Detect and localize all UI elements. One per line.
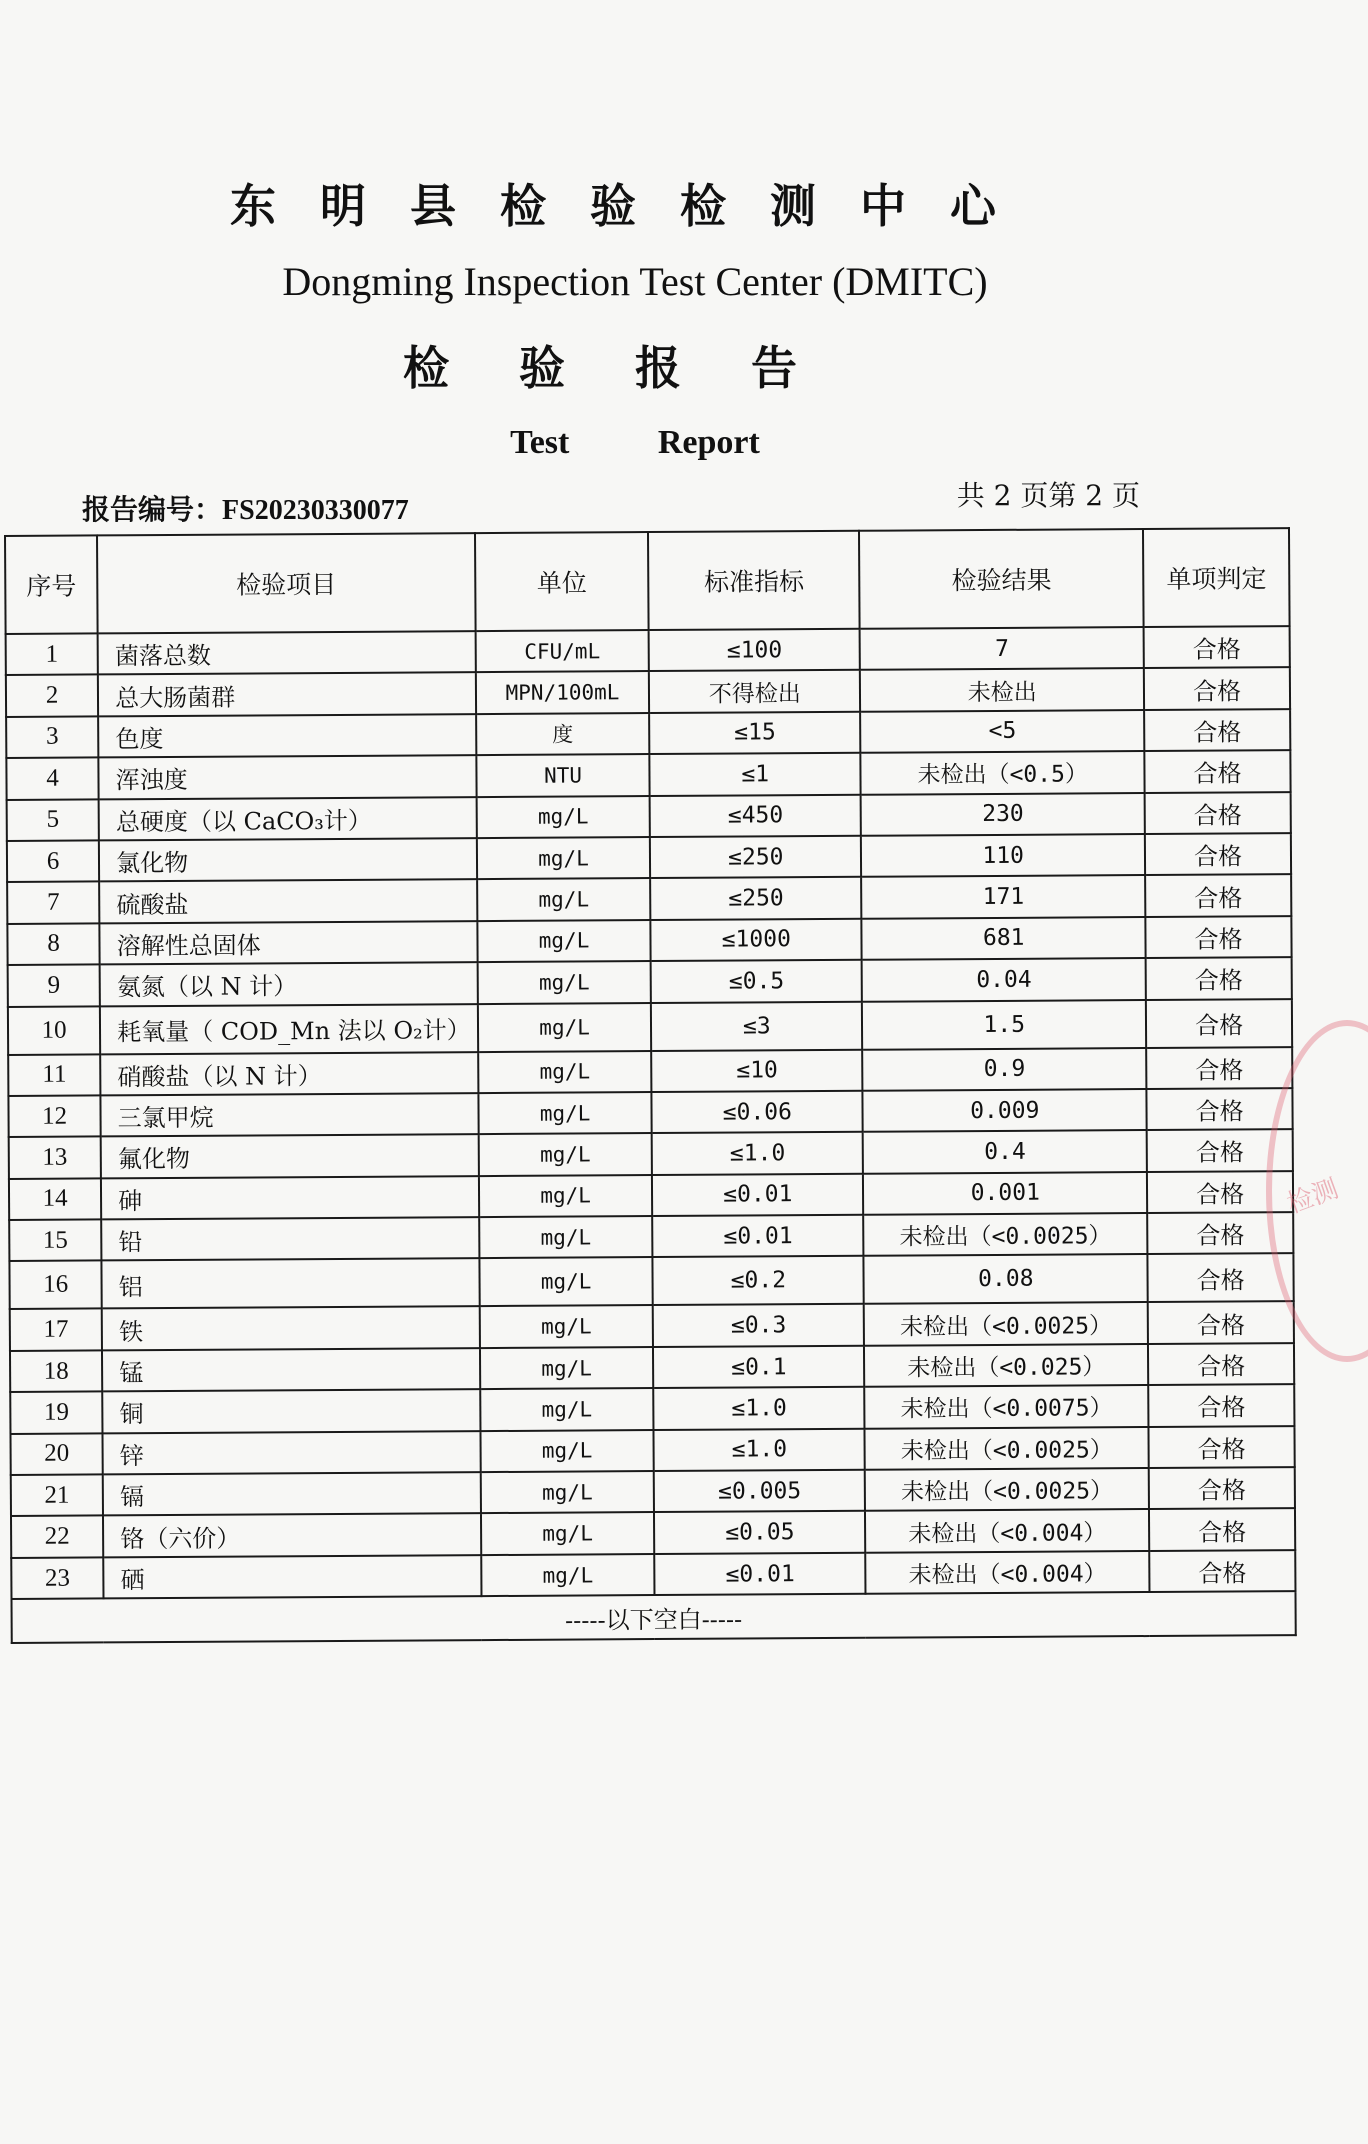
column-header-judgement: 单项判定 <box>1143 528 1289 627</box>
row-item: 硫酸盐 <box>99 879 477 923</box>
row-seq: 5 <box>7 799 99 841</box>
row-seq: 3 <box>6 716 98 758</box>
row-result: 未检出（<0.0075） <box>864 1385 1148 1428</box>
row-item: 氯化物 <box>99 838 477 882</box>
row-result: 0.4 <box>863 1130 1147 1173</box>
row-judgement: 合格 <box>1147 1129 1293 1171</box>
row-item: 耗氧量（ COD_Mn 法以 O₂计） <box>100 1004 478 1054</box>
row-unit: mg/L <box>477 961 651 1003</box>
row-item: 硝酸盐（以 N 计） <box>100 1052 478 1096</box>
row-standard: ≤15 <box>649 712 860 755</box>
row-unit: mg/L <box>479 1216 653 1258</box>
row-result: 未检出（<0.025） <box>864 1344 1148 1387</box>
column-header-seq: 序号 <box>5 535 98 634</box>
row-seq: 12 <box>8 1095 100 1137</box>
row-unit: mg/L <box>479 1175 653 1217</box>
row-item: 浑浊度 <box>99 755 477 799</box>
row-result: 230 <box>861 793 1145 836</box>
column-header-standard: 标准指标 <box>648 531 859 630</box>
row-unit: NTU <box>476 754 650 796</box>
row-result: 1.5 <box>862 1000 1146 1050</box>
row-standard: ≤10 <box>652 1049 863 1092</box>
row-seq: 8 <box>7 923 99 965</box>
row-standard: ≤100 <box>649 629 860 672</box>
report-title-en: Test Report <box>510 424 760 461</box>
row-seq: 15 <box>9 1219 101 1261</box>
row-item: 铬（六价） <box>103 1514 481 1558</box>
official-seal-stamp: 检测 <box>1266 1020 1368 1362</box>
row-item: 铜 <box>102 1389 480 1433</box>
row-standard: ≤0.005 <box>654 1470 865 1513</box>
table-row <box>8 999 1292 1055</box>
row-standard: ≤0.01 <box>652 1173 863 1216</box>
row-unit: mg/L <box>477 920 651 962</box>
row-result: 0.04 <box>862 958 1146 1001</box>
row-judgement: 合格 <box>1145 750 1291 792</box>
row-unit: mg/L <box>481 1512 655 1554</box>
row-standard: ≤0.3 <box>653 1304 864 1347</box>
org-title-en: Dongming Inspection Test Center (DMITC) <box>282 259 988 304</box>
row-result: 0.001 <box>863 1172 1147 1215</box>
row-result: 未检出（<0.0025） <box>865 1468 1149 1511</box>
row-unit: mg/L <box>478 1003 652 1052</box>
row-seq: 10 <box>8 1006 100 1055</box>
row-seq: 14 <box>9 1178 101 1220</box>
row-standard: ≤1.0 <box>654 1387 865 1430</box>
table-row <box>9 1254 1293 1310</box>
row-standard: ≤1000 <box>651 919 862 962</box>
row-judgement: 合格 <box>1148 1343 1294 1385</box>
row-unit: mg/L <box>477 837 651 879</box>
table-body <box>6 626 1296 1599</box>
row-judgement: 合格 <box>1145 792 1291 834</box>
row-seq: 19 <box>10 1392 102 1434</box>
row-item: 铅 <box>101 1217 479 1261</box>
row-unit: mg/L <box>476 796 650 838</box>
row-judgement: 合格 <box>1148 1302 1294 1344</box>
row-result: 未检出（<0.0025） <box>863 1213 1147 1256</box>
row-item: 氟化物 <box>101 1134 479 1178</box>
row-item: 溶解性总固体 <box>100 921 478 965</box>
table-header-row <box>5 528 1290 634</box>
row-item: 总硬度（以 CaCO₃计） <box>99 797 477 841</box>
blank-below-note: -----以下空白----- <box>12 1591 1296 1643</box>
row-seq: 17 <box>10 1309 102 1351</box>
row-seq: 7 <box>7 882 99 924</box>
row-judgement: 合格 <box>1150 1550 1296 1592</box>
row-item: 铁 <box>102 1307 480 1351</box>
row-result: 171 <box>861 875 1145 918</box>
row-item: 锌 <box>103 1431 481 1475</box>
row-standard: 不得检出 <box>649 670 860 713</box>
row-item: 总大肠菌群 <box>98 673 476 717</box>
row-seq: 16 <box>9 1261 101 1310</box>
row-seq: 6 <box>7 840 99 882</box>
row-item: 镉 <box>103 1472 481 1516</box>
row-unit: mg/L <box>478 1133 652 1175</box>
row-standard: ≤0.2 <box>653 1256 864 1305</box>
row-item: 色度 <box>98 714 476 758</box>
row-seq: 9 <box>8 965 100 1007</box>
row-standard: ≤450 <box>650 794 861 837</box>
row-seq: 21 <box>11 1474 103 1516</box>
row-standard: ≤0.01 <box>653 1215 864 1258</box>
org-title-cn: 东明县检验检测中心 <box>230 179 1040 233</box>
row-seq: 4 <box>6 758 98 800</box>
row-judgement: 合格 <box>1149 1509 1295 1551</box>
row-unit: MPN/100mL <box>476 671 650 713</box>
row-result: 110 <box>861 834 1145 877</box>
row-seq: 13 <box>9 1137 101 1179</box>
row-unit: mg/L <box>478 1051 652 1093</box>
row-result: 未检出 <box>860 668 1144 711</box>
row-item: 菌落总数 <box>98 631 476 675</box>
row-unit: mg/L <box>480 1430 654 1472</box>
row-item: 氨氮（以 N 计） <box>100 962 478 1006</box>
row-standard: ≤3 <box>651 1001 862 1050</box>
row-unit: mg/L <box>480 1347 654 1389</box>
row-result: 0.009 <box>863 1089 1147 1132</box>
row-judgement: 合格 <box>1146 916 1292 958</box>
row-result: 7 <box>860 627 1144 670</box>
row-judgement: 合格 <box>1149 1426 1295 1468</box>
row-item: 三氯甲烷 <box>101 1093 479 1137</box>
row-standard: ≤1 <box>650 753 861 796</box>
row-item: 硒 <box>103 1555 481 1599</box>
row-unit: CFU/mL <box>475 630 649 672</box>
page-info: 共 2 页第 2 页 <box>956 479 1140 512</box>
row-standard: ≤0.1 <box>653 1346 864 1389</box>
row-seq: 2 <box>6 675 98 717</box>
report-number-label: 报告编号： <box>82 493 223 526</box>
row-unit: mg/L <box>478 1092 652 1134</box>
results-table <box>4 527 1297 1644</box>
row-standard: ≤1.0 <box>654 1428 865 1471</box>
row-item: 锰 <box>102 1348 480 1392</box>
row-standard: ≤0.05 <box>654 1511 865 1554</box>
row-unit: mg/L <box>481 1554 655 1596</box>
column-header-result: 检验结果 <box>859 529 1144 629</box>
row-unit: mg/L <box>479 1258 653 1307</box>
row-result: 未检出（<0.0025） <box>864 1302 1148 1345</box>
row-result: 未检出（<0.004） <box>865 1509 1149 1552</box>
row-standard: ≤0.01 <box>655 1553 866 1596</box>
row-judgement: 合格 <box>1144 626 1290 668</box>
row-judgement: 合格 <box>1146 999 1292 1048</box>
report-number <box>82 488 409 528</box>
row-judgement: 合格 <box>1144 709 1290 751</box>
row-standard: ≤0.5 <box>651 960 862 1003</box>
row-item: 铝 <box>102 1259 480 1309</box>
report-title-cn: 检验报告 <box>403 341 867 395</box>
row-unit: 度 <box>476 713 650 755</box>
column-header-unit: 单位 <box>475 532 649 631</box>
row-standard: ≤250 <box>651 877 862 920</box>
row-seq: 11 <box>8 1054 100 1096</box>
row-standard: ≤250 <box>650 836 861 879</box>
row-judgement: 合格 <box>1147 1212 1293 1254</box>
row-judgement: 合格 <box>1144 668 1290 710</box>
row-seq: 20 <box>10 1433 102 1475</box>
row-judgement: 合格 <box>1146 957 1292 999</box>
row-seq: 22 <box>11 1516 103 1558</box>
row-standard: ≤1.0 <box>652 1132 863 1175</box>
report-number-value: FS20230330077 <box>222 495 409 526</box>
row-unit: mg/L <box>477 878 651 920</box>
row-unit: mg/L <box>479 1306 653 1348</box>
row-unit: mg/L <box>480 1388 654 1430</box>
row-judgement: 合格 <box>1145 874 1291 916</box>
table-footer-row <box>12 1591 1296 1643</box>
row-judgement: 合格 <box>1146 1047 1292 1089</box>
row-seq: 18 <box>10 1350 102 1392</box>
row-judgement: 合格 <box>1147 1088 1293 1130</box>
row-judgement: 合格 <box>1149 1467 1295 1509</box>
column-header-item: 检验项目 <box>97 533 475 633</box>
row-judgement: 合格 <box>1145 833 1291 875</box>
row-item: 砷 <box>101 1176 479 1220</box>
row-unit: mg/L <box>480 1471 654 1513</box>
row-seq: 1 <box>6 633 98 675</box>
row-result: 0.08 <box>864 1254 1148 1304</box>
row-result: 未检出（<0.5） <box>861 751 1145 794</box>
row-seq: 23 <box>11 1557 103 1599</box>
row-judgement: 合格 <box>1147 1171 1293 1213</box>
row-result: 0.9 <box>862 1048 1146 1091</box>
row-result: 681 <box>862 917 1146 960</box>
row-standard: ≤0.06 <box>652 1091 863 1134</box>
row-judgement: 合格 <box>1148 1384 1294 1426</box>
row-result: <5 <box>860 710 1144 753</box>
row-result: 未检出（<0.004） <box>865 1551 1149 1594</box>
row-judgement: 合格 <box>1148 1254 1294 1303</box>
row-result: 未检出（<0.0025） <box>865 1427 1149 1470</box>
